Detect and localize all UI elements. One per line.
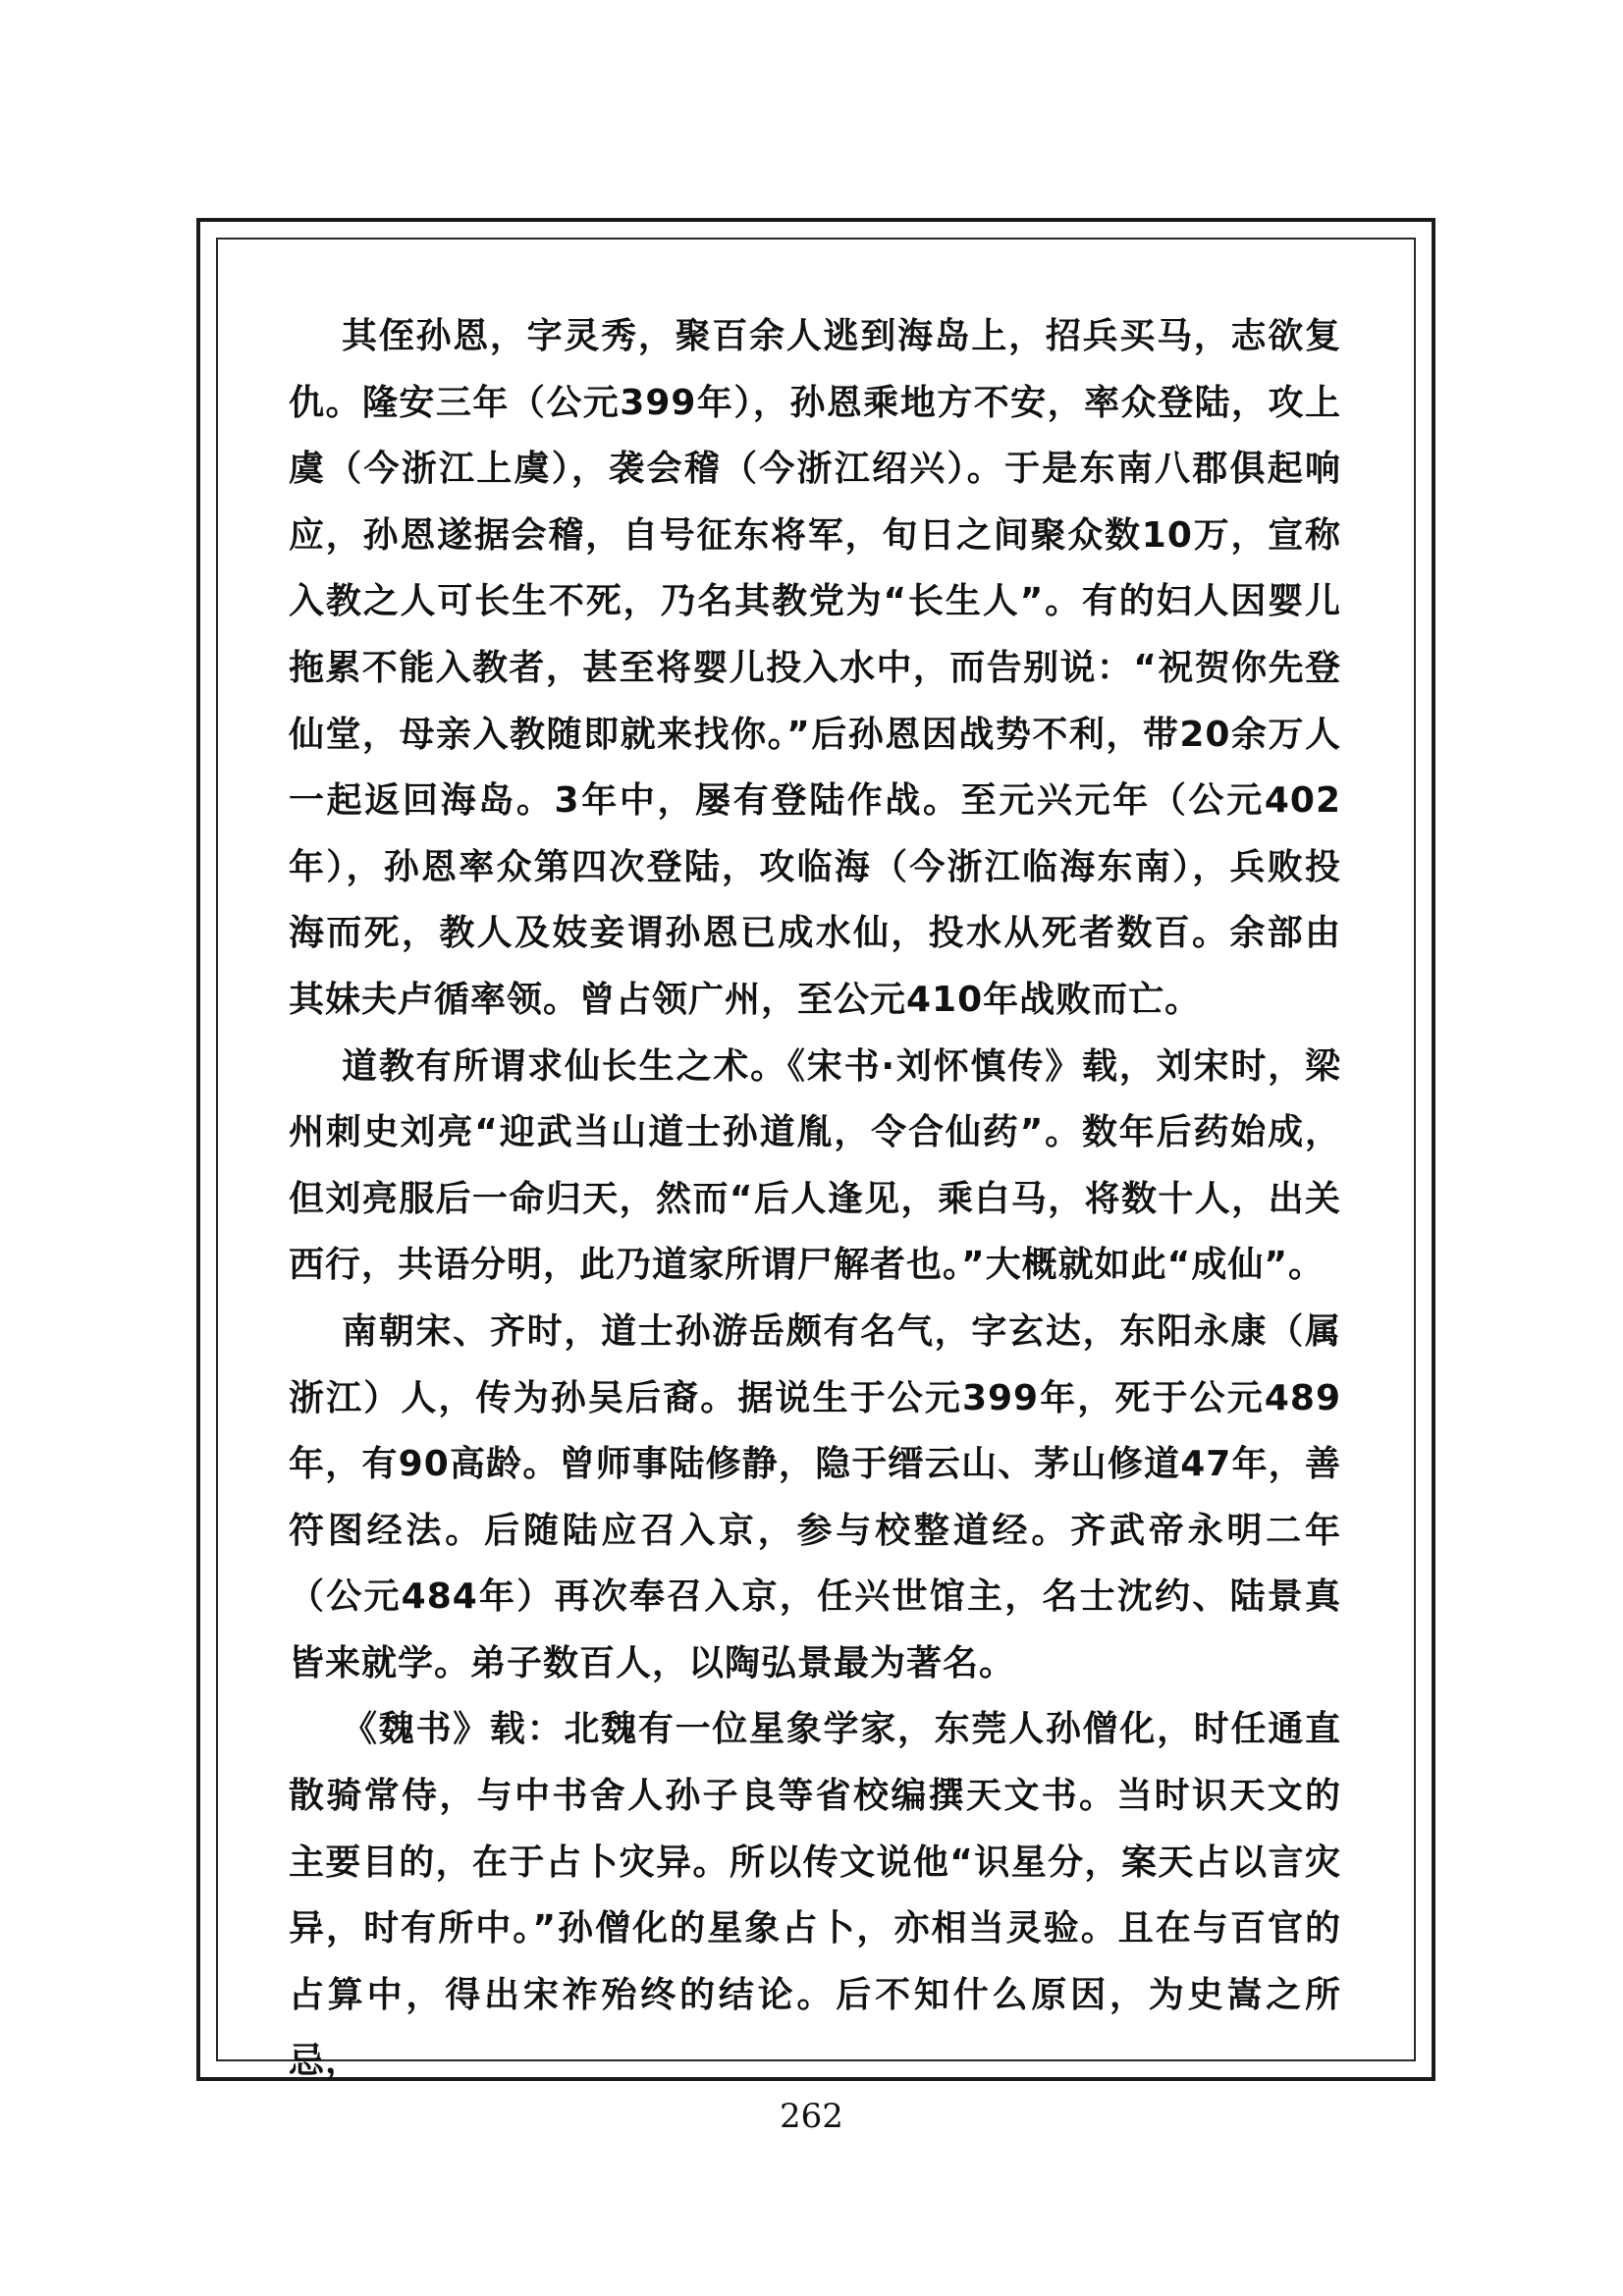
body-text xyxy=(289,303,1341,2095)
paragraph-4: 《魏书》载：北魏有一位星象学家，东莞人孙僧化，时任通直散骑常侍，与中书舍人孙子良等省校编撰天文书。当时识天文的主要目的，在于占卜灾异。所以传文说他“识星分，案天占以言灾异，时有所中。”孙僧化的星象占卜，亦相当灵验。且在与百官的占算中，得出宋祚殆终的结论。后不知什么原因，为史嵩之所忌， xyxy=(289,1709,1341,2082)
paragraph-1: 其侄孙恩，字灵秀，聚百余人逃到海岛上，招兵买马，志欲复仇。隆安三年（公元399年），孙恩乘地方不安，率众登陆，攻上虞（今浙江上虞），袭会稽（今浙江绍兴）。于是东南八郡俱起响应，孙恩遂据会稽，自号征东将军，旬日之间聚众数10万，宣称入教之人可长生不死，乃名其教党为“长生人”。有的妇人因婴儿拖累不能入教者，甚至将婴儿投入水中，而告别说：“祝贺你先登仙堂，母亲入教随即就来找你。”后孙恩因战势不利，带20余万人一起返回海岛。3年中，屡有登陆作战。至元兴元年（公元402年），孙恩率众第四次登陆，攻临海（今浙江临海东南），兵败投海而死，教人及妓妾谓孙恩已成水仙，投水从死者数百。余部由其妹夫卢循率领。曾占领广州，至公元410年战败而亡。 xyxy=(289,316,1341,1020)
paragraph-2: 道教有所谓求仙长生之术。《宋书·刘怀慎传》载，刘宋时，梁州刺史刘亮“迎武当山道士孙道胤，令合仙药”。数年后药始成，但刘亮服后一命归天，然而“后人逢见，乘白马，将数十人，出关西行，共语分明，此乃道家所谓尸解者也。”大概就如此“成仙”。 xyxy=(289,1045,1341,1286)
page-frame-outer xyxy=(196,218,1435,2081)
paragraph-3: 南朝宋、齐时，道士孙游岳颇有名气，字玄达，东阳永康（属浙江）人，传为孙吴后裔。据说生于公元399年，死于公元489年，有90高龄。曾师事陆修静，隐于缙云山、茅山修道47年，善符图经法。后随陆应召入京，参与校整道经。齐武帝永明二年（公元484年）再次奉召入京，任兴世馆主，名士沈约、陆景真皆来就学。弟子数百人，以陶弘景最为著名。 xyxy=(289,1310,1341,1683)
page-number: 262 xyxy=(780,2097,843,2136)
